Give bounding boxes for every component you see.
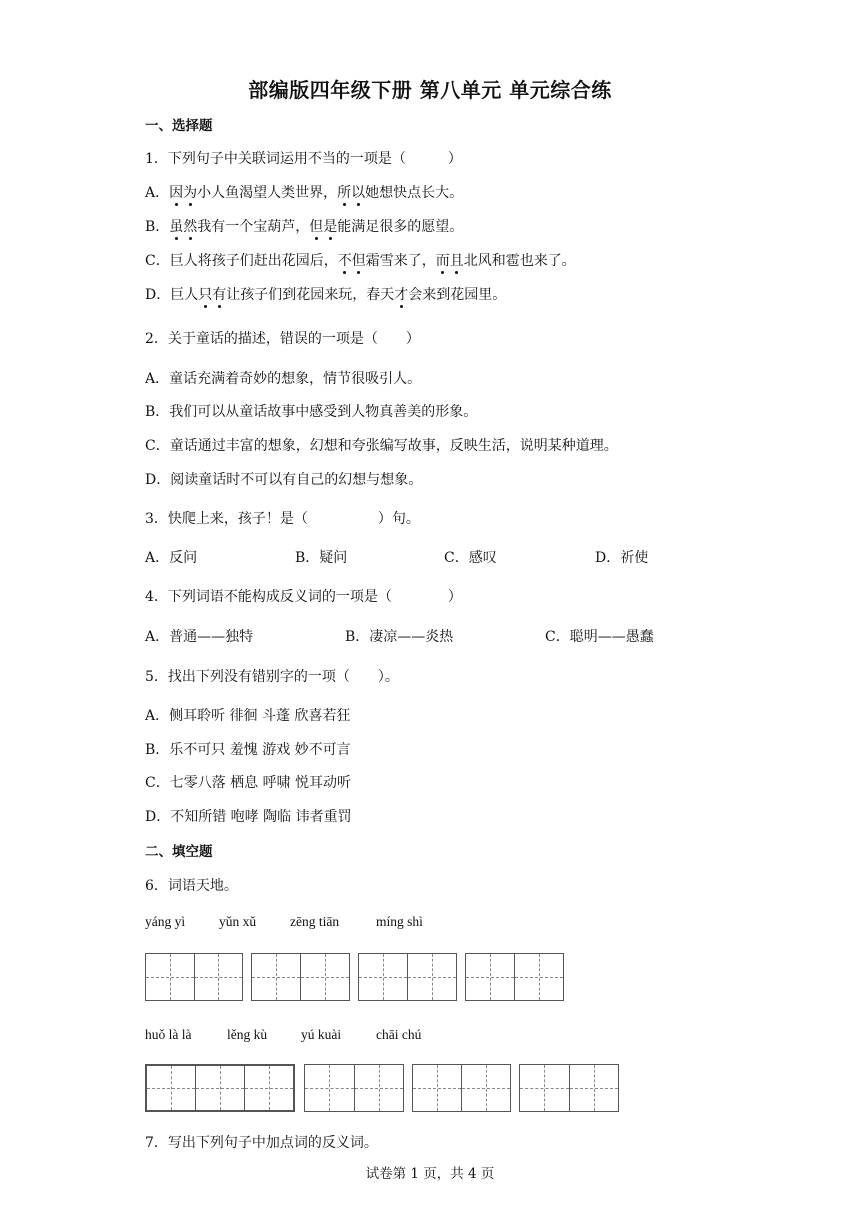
pinyin-label: zēng tiān: [290, 914, 340, 929]
dotted-word: [169, 219, 197, 235]
q1-option-b: [145, 216, 463, 236]
q1-option-c: [145, 250, 576, 270]
pinyin-label: yǔn xǔ: [219, 914, 257, 929]
q2-option-c: C．童话通过丰富的想象，幻想和夸张编写故事，反映生活，说明某种道理。: [145, 438, 618, 454]
pinyin-label: chāi chú: [376, 1027, 422, 1042]
option-prefix: B．: [145, 219, 170, 235]
emphasis-char: 而: [436, 250, 450, 270]
option-text: 让孩子们到花园来玩，春天: [226, 287, 395, 303]
tianzi-answer-grid[interactable]: [358, 953, 457, 1001]
option-text: 霜雪来了，: [365, 253, 436, 269]
tianzi-answer-grid[interactable]: [251, 953, 350, 1001]
q6-stem: 6．词语天地。: [145, 878, 238, 894]
dotted-word: [394, 287, 408, 303]
emphasis-char: 但: [309, 216, 323, 236]
option-prefix: A．: [145, 185, 170, 201]
pinyin-label: míng shì: [376, 914, 423, 929]
q2-stem: 2．关于童话的描述，错误的一项是（ ）: [145, 331, 420, 347]
option-text: C．巨人将孩子们赶出花园后，: [145, 253, 338, 269]
option-text: 我有一个宝葫芦，: [197, 219, 310, 235]
q1-option-a: [145, 182, 463, 202]
q4-option-c: C．聪明——愚蠢: [545, 629, 654, 645]
pinyin-label: yú kuài: [301, 1027, 342, 1042]
q3-option-c: C．感叹: [444, 550, 497, 566]
emphasis-char: 不: [338, 250, 352, 270]
option-text: 会来到花园里。: [408, 287, 507, 303]
q3-stem: 3．快爬上来，孩子！是（ ）句。: [145, 511, 420, 527]
emphasis-char: 只: [198, 284, 212, 304]
q5-option-c: C．七零八落 栖息 呼啸 悦耳动听: [145, 775, 352, 791]
q4-option-a: A．普通——独特: [145, 629, 254, 645]
dotted-word: [337, 185, 365, 201]
emphasis-char: 以: [351, 182, 365, 202]
q3-option-a: A．反问: [145, 550, 198, 566]
emphasis-char: 是: [323, 216, 337, 236]
page-footer: 试卷第 1 页，共 4 页: [365, 1166, 495, 1182]
pinyin-label: huǒ là là: [145, 1027, 192, 1042]
emphasis-char: 为: [183, 182, 197, 202]
q3-option-b: B．疑问: [295, 550, 348, 566]
tianzi-answer-grid[interactable]: [304, 1064, 404, 1112]
option-text: D．巨人: [145, 287, 199, 303]
q5-option-d: D．不知所错 咆哮 陶临 讳者重罚: [145, 809, 352, 825]
option-text: 她想快点长大。: [365, 185, 464, 201]
dotted-word: [309, 219, 337, 235]
tianzi-answer-grid[interactable]: [519, 1064, 619, 1112]
section-choice-heading: 一、选择题: [145, 118, 213, 134]
emphasis-char: 但: [352, 250, 366, 270]
q1-stem: 1．下列句子中关联词运用不当的一项是（ ）: [145, 151, 462, 167]
tianzi-answer-grid[interactable]: [145, 953, 243, 1001]
q4-option-b: B．凄凉——炎热: [345, 629, 454, 645]
pinyin-label: lěng kù: [227, 1027, 268, 1042]
emphasis-char: 因: [169, 182, 183, 202]
q7-stem: 7．写出下列句子中加点词的反义词。: [145, 1135, 378, 1151]
q2-option-d: D．阅读童话时不可以有自己的幻想与想象。: [145, 472, 423, 488]
tianzi-answer-grid[interactable]: [465, 953, 564, 1001]
dotted-word: [436, 253, 464, 269]
emphasis-char: 有: [212, 284, 226, 304]
q5-stem: 5．找出下列没有错别字的一项（ ）。: [145, 669, 399, 685]
q5-option-a: A．侧耳聆听 徘徊 斗蓬 欣喜若狂: [145, 708, 351, 724]
tianzi-answer-grid[interactable]: [412, 1064, 511, 1112]
emphasis-char: 虽: [169, 216, 183, 236]
q2-option-b: B．我们可以从童话故事中感受到人物真善美的形象。: [145, 404, 478, 420]
q3-option-d: D．祈使: [595, 550, 649, 566]
emphasis-char: 且: [450, 250, 464, 270]
option-text: 能满足很多的愿望。: [337, 219, 464, 235]
emphasis-char: 所: [337, 182, 351, 202]
q1-option-d: [145, 284, 506, 304]
emphasis-char: 然: [183, 216, 197, 236]
dotted-word: [198, 287, 226, 303]
q2-option-a: A．童话充满着奇妙的想象，情节很吸引人。: [145, 371, 422, 387]
tianzi-answer-grid[interactable]: [145, 1064, 295, 1112]
emphasis-char: 才: [394, 284, 408, 304]
q5-option-b: B．乐不可只 羞愧 游戏 妙不可言: [145, 742, 351, 758]
page-title: 部编版四年级下册 第八单元 单元综合练: [248, 78, 612, 102]
dotted-word: [338, 253, 366, 269]
option-text: 北风和雹也来了。: [463, 253, 576, 269]
pinyin-label: yáng yì: [145, 914, 186, 929]
q4-stem: 4．下列词语不能构成反义词的一项是（ ）: [145, 589, 462, 605]
dotted-word: [169, 185, 197, 201]
section-fill-heading: 二、填空题: [145, 844, 213, 860]
option-text: 小人鱼渴望人类世界，: [197, 185, 338, 201]
